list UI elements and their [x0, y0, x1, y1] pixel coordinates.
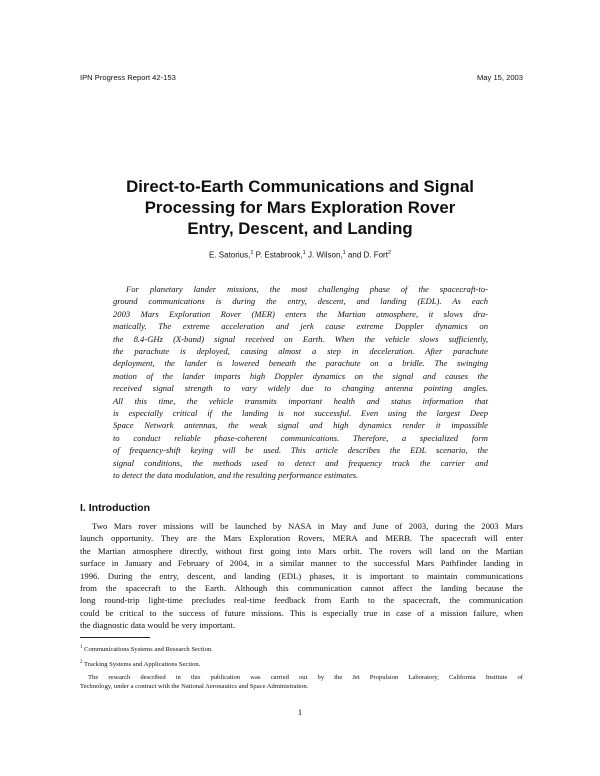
abstract-line: signal conditions, the methods used to detect and frequency track the carrier and [113, 457, 488, 468]
abstract-line: 2003 Mars Exploration Rover (MER) enters the Martian atmosphere, it slows dra- [113, 308, 488, 319]
abstract-line: the 8.4-GHz (X-band) signal received on Earth. When the vehicle slows sufficiently, [113, 333, 488, 344]
abstract-line: ground communications is during the entry, descent, and landing (EDL). As each [113, 296, 488, 307]
abstract-line: of frequency-shift keying will be used. This article describes the EDL scenario, the [113, 445, 488, 456]
abstract-line: matically. The extreme acceleration and jerk cause extreme Doppler dynamics on [113, 321, 488, 332]
section-heading: I. Introduction [80, 502, 150, 514]
footnote-text: Tracking Systems and Applications Section. [83, 660, 201, 668]
title-line: Direct-to-Earth Communications and Signal [126, 177, 474, 196]
author-name: J. Wilson, [307, 250, 343, 260]
affiliation-mark: 1 [302, 250, 306, 256]
page-number: 1 [297, 707, 303, 717]
body-line: 1996. During the entry, descent, and landing (EDL) phases, it is important to maintain communications [80, 570, 523, 581]
intro-paragraph [80, 520, 523, 632]
abstract-line: Space Network antennas, the weak signal and high dynamics render it impossible [113, 420, 488, 431]
body-line: Two Mars rover missions will be launched by NASA in May and June of 2003, during the 2003 Mars [92, 521, 523, 531]
affiliation-mark: 1 [342, 250, 346, 256]
title-line: Entry, Descent, and Landing [187, 219, 413, 238]
body-line: launch opportunity. They are the Mars Exploration Rovers, MERA and MERB. The spacecraft will enter [80, 533, 523, 544]
abstract-line: received signal strength to vary widely due to changing antenna pointing angles. [113, 383, 488, 394]
author-name: and D. Fort [347, 250, 388, 260]
body-line: long round-trip light-time precludes real-time feedback from Earth to the spacecraft, the communication [80, 595, 523, 606]
body-line: surface in January and February of 2004, in a similar manner to the successful Mars Pathfinder landing in [80, 558, 523, 569]
affiliation-mark: 1 [250, 250, 254, 256]
author-list [60, 250, 540, 260]
footnote-text: Communications Systems and Research Section. [84, 646, 213, 654]
abstract [113, 283, 488, 482]
acknowledgment-line: Technology, under a contract with the National Aeronautics and Space Administration. [80, 683, 309, 691]
paper-title [60, 176, 540, 239]
author-name: E. Satorius, [209, 250, 251, 260]
footnote [80, 643, 523, 655]
body-line: the diagnostic data would be very important. [80, 620, 236, 631]
abstract-line: to detect the data modulation, and the resulting performance estimates. [113, 470, 359, 481]
footnote-mark: 1 [80, 645, 83, 650]
acknowledgment-line: The research described in this publication was carried out by the Jet Propulsion Laboratory, California Institute of [88, 673, 523, 681]
footnote-mark: 2 [80, 659, 83, 665]
abstract-line: For planetary lander missions, the most challenging phase of the spacecraft-to- [126, 284, 488, 294]
abstract-line: motion of the lander imparts high Doppler dynamics on the signal and causes the [113, 370, 488, 381]
author-name: P. Estabrook, [255, 250, 303, 260]
report-date: May 15, 2003 [476, 73, 523, 82]
body-line: could be critical to the success of future missions. This is especially true in case of a mission failure, when [80, 607, 523, 618]
footnote-divider [80, 637, 150, 638]
affiliation-mark: 2 [387, 250, 391, 256]
abstract-line: deployment, the lander is lowered beneath the parachute on a bridle. The swinging [113, 358, 488, 369]
abstract-line: to conduct reliable phase-coherent communications. Therefore, a specialized form [113, 432, 488, 443]
title-line: Processing for Mars Exploration Rover [144, 198, 456, 217]
abstract-line: is especially critical if the landing is not successful. Even using the largest Deep [113, 408, 488, 419]
research-acknowledgment [80, 673, 523, 692]
abstract-line: All this time, the vehicle transmits important health and status information that [113, 395, 488, 406]
report-number: IPN Progress Report 42-153 [80, 73, 176, 82]
footnotes [80, 643, 523, 695]
body-line: from the spacecraft to the Earth. Although this communication cannot affect the landing because the [80, 583, 523, 594]
abstract-line: the parachute is deployed, causing almost a step in deceleration. After parachute [113, 346, 488, 357]
footnote [80, 658, 523, 670]
body-line: the Martian atmosphere directly, without first going into Mars orbit. The rovers will land on the Martian [80, 545, 523, 556]
